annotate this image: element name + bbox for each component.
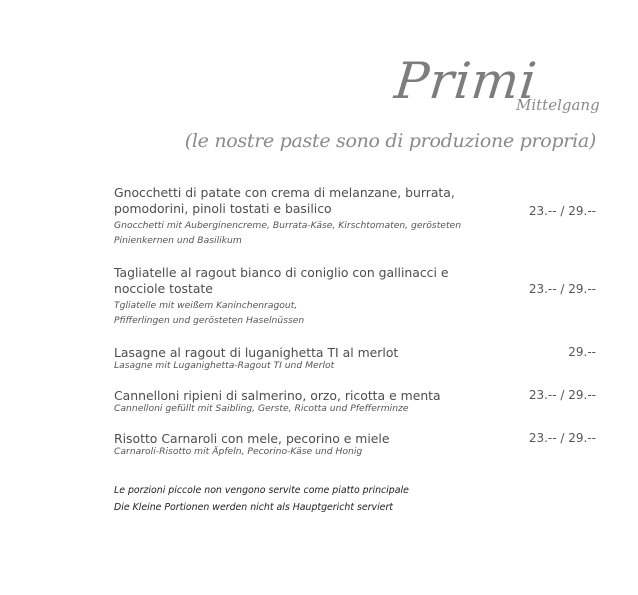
dish-name-german: Tgliatelle mit weißem Kaninchenragout, Pfifferlingen und gerösteten Haselnüssen [114, 300, 305, 326]
dish-name-german: Cannelloni gefüllt mit Saibling, Gerste, Ricotta und Pfefferminze [114, 403, 409, 414]
dish-price: 23.-- / 29.-- [528, 204, 596, 218]
footnotes [114, 482, 409, 516]
dish-name-german: Carnaroli-Risotto mit Äpfeln, Pecorino-Käse und Honig [114, 446, 363, 457]
dish-name-german: Lasagne mit Luganighetta-Ragout TI und Merlot [114, 360, 335, 371]
menu-item [114, 185, 596, 265]
dish-price: 23.-- / 29.-- [528, 431, 596, 445]
dish-name-italian: Risotto Carnaroli con mele, pecorino e miele [114, 431, 390, 446]
menu-item [114, 388, 596, 431]
note-german: Die Kleine Portionen werden nicht als Hauptgericht serviert [114, 502, 393, 513]
menu-item [114, 345, 596, 388]
dish-name-italian: Cannelloni ripieni di salmerino, orzo, ricotta e menta [114, 388, 441, 403]
dish-name-italian: Gnocchetti di patate con crema di melanzane, burrata, pomodorini, pinoli tostati e basilico [114, 185, 455, 216]
dish-name-italian: Tagliatelle al ragout bianco di coniglio con gallinacci e nocciole tostate [114, 265, 449, 296]
tagline: (le nostre paste sono di produzione propria) [184, 130, 596, 152]
page-title: Primi [391, 52, 541, 110]
dish-price: 23.-- / 29.-- [528, 282, 596, 296]
menu-item [114, 431, 596, 474]
page-subtitle-german: Mittelgang [516, 96, 600, 114]
menu-list [114, 185, 596, 474]
dish-name-german: Gnocchetti mit Auberginencreme, Burrata-Käse, Kirschtomaten, gerösteten Pinienkernen und Basilikum [114, 220, 462, 246]
dish-name-italian: Lasagne al ragout di luganighetta TI al merlot [114, 345, 399, 360]
dish-price: 23.-- / 29.-- [528, 388, 596, 402]
menu-item [114, 265, 596, 345]
note-italian: Le porzioni piccole non vengono servite come piatto principale [114, 485, 409, 496]
dish-price: 29.-- [568, 345, 596, 359]
